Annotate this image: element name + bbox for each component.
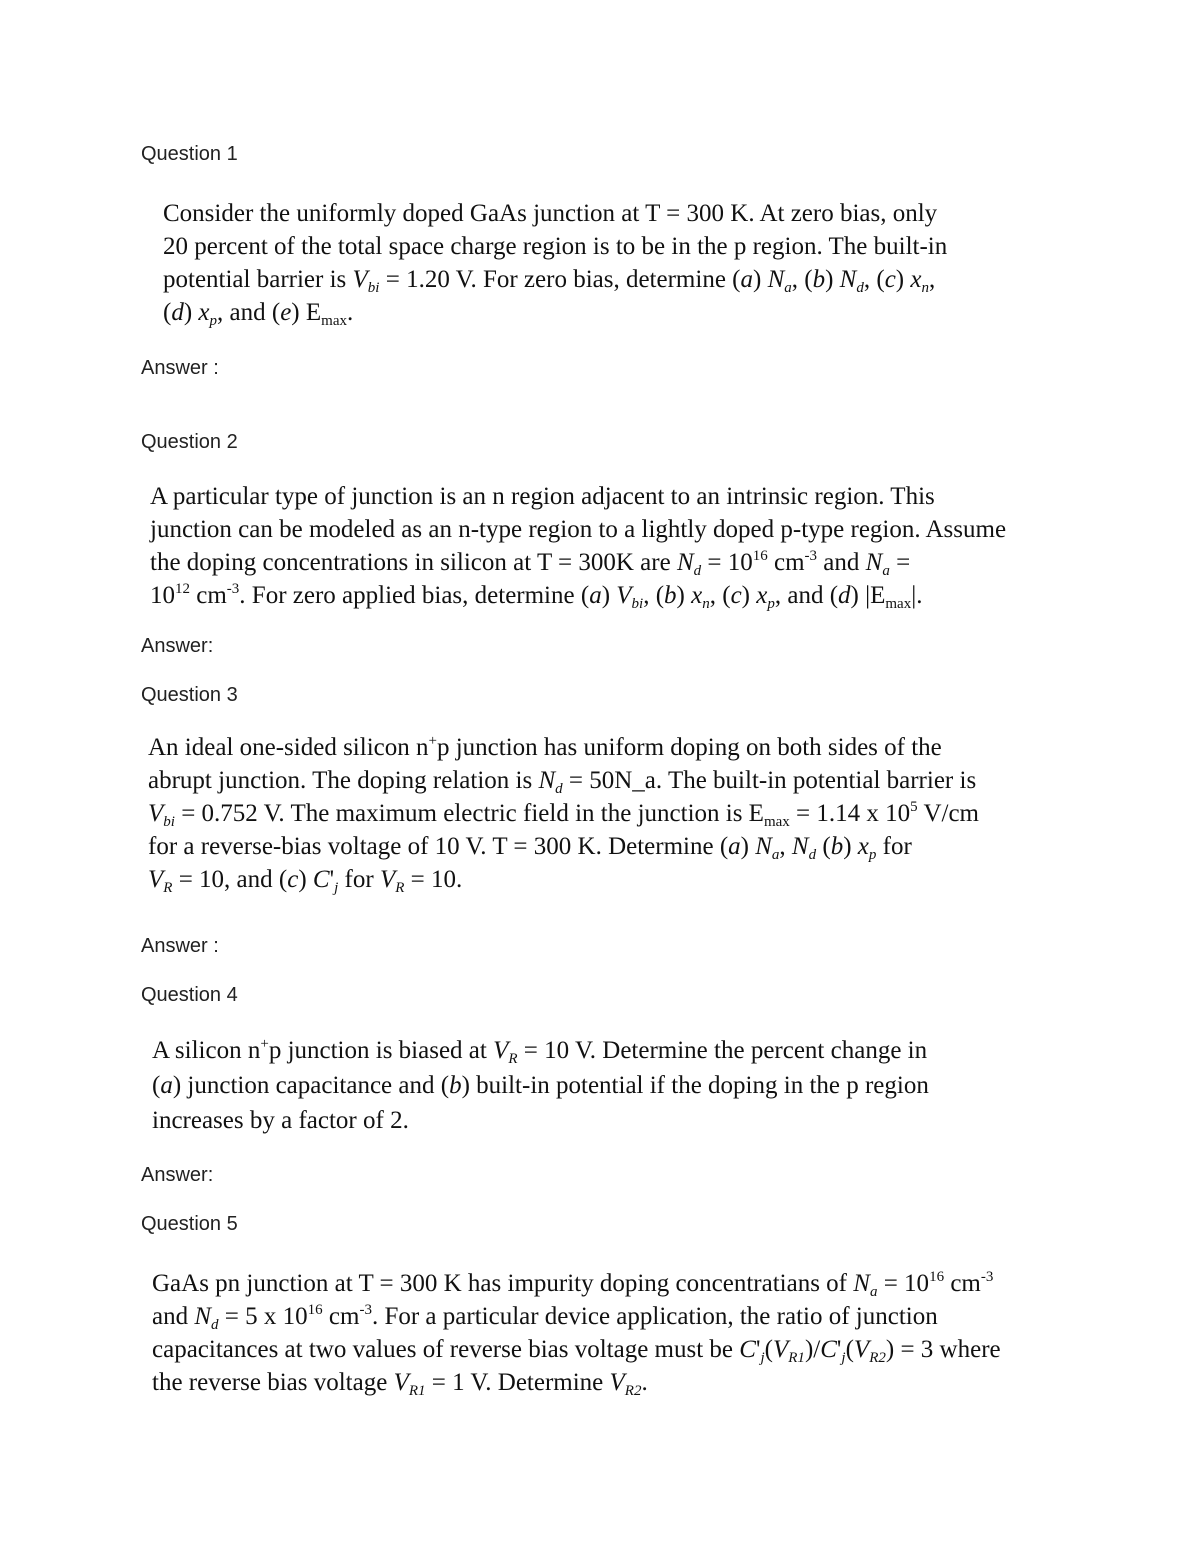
question-5-label: Question 5 (141, 1213, 238, 1235)
question-1-label: Question 1 (141, 143, 238, 165)
problem-line: An ideal one-sided silicon n+p junction has uniform doping on both sides of the (148, 733, 942, 761)
question-3-text (148, 731, 979, 896)
problem-line: the doping concentrations in silicon at T = 300K are $N_d = 10^{16}$ $cm^{-3}$ and $N_a$ = (150, 548, 911, 579)
problem-line: A silicon n+p junction is biased at $V_R = 10$ V. Determine the percent change in (152, 1036, 928, 1067)
problem-line: $V_R = 10$, and (c) $C'_j$ for $V_R = 10$. (148, 866, 463, 896)
problem-line: GaAs pn junction at T = 300 K has impurity doping concentratians of $N_a = 10^{16}$ $cm^{-3}$ (152, 1269, 994, 1300)
question-3-label: Question 3 (141, 684, 238, 706)
question-3-answer-label: Answer : (141, 935, 219, 957)
problem-line: abrupt junction. The doping relation is $N_d$ = 50N_a. The built-in potential barrier is (148, 767, 977, 797)
question-4-label: Question 4 (141, 984, 238, 1006)
question-2-text (150, 480, 1006, 612)
question-4-answer-label: Answer: (141, 1164, 214, 1186)
problem-line: for a reverse-bias voltage of 10 V. T = 300 K. Determine (a) $N_a$, $N_d$ (b) $x_p$ for (148, 833, 912, 863)
problem-line: capacitances at two values of reverse bias voltage must be $C'_j(V_{R1})/C'_j(V_{R2}) = 3$ where (152, 1336, 1001, 1366)
problem-line: (a) junction capacitance and (b) built-in potential if the doping in the p region (152, 1072, 929, 1099)
question-4-text (152, 1033, 929, 1138)
question-5-text (152, 1267, 1001, 1399)
problem-line: Consider the uniformly doped GaAs junction at T = 300 K. At zero bias, only (163, 200, 938, 227)
question-2-answer-label: Answer: (141, 635, 214, 657)
question-1-answer-label: Answer : (141, 357, 219, 379)
problem-line: and $N_d = 5$ x $10^{16}$ $cm^{-3}$. For a particular device application, the ratio of junction (152, 1302, 938, 1333)
problem-line: A particular type of junction is an n region adjacent to an intrinsic region. This (150, 483, 935, 510)
problem-line: increases by a factor of 2. (152, 1107, 409, 1134)
problem-line: $V_{bi} = 0.752$ V. The maximum electric field in the junction is $E_{max} = 1.14$ x $10^5$ V/cm (148, 799, 979, 830)
question-2-label: Question 2 (141, 431, 238, 453)
question-1-text (163, 197, 947, 329)
problem-line: 20 percent of the total space charge region is to be in the p region. The built-in (163, 233, 948, 260)
problem-line: (d) $x_p$, and (e) $E_{max}$. (163, 299, 354, 329)
problem-line: the reverse bias voltage $V_{R1} = 1$ V. Determine $V_{R2}$. (152, 1369, 648, 1399)
problem-line: potential barrier is $V_{bi} = 1.20$ V. For zero bias, determine (a) $N_a$, (b) $N_d$, (c) $x_n$, (163, 266, 936, 296)
problem-line: $10^{12}$ $cm^{-3}$. For zero applied bias, determine (a) $V_{bi}$, (b) $x_n$, (c) $x_p$, and (d) $|E_{max}|$. (150, 581, 923, 612)
problem-line: junction can be modeled as an n-type region to a lightly doped p-type region. Assume (150, 516, 1007, 543)
